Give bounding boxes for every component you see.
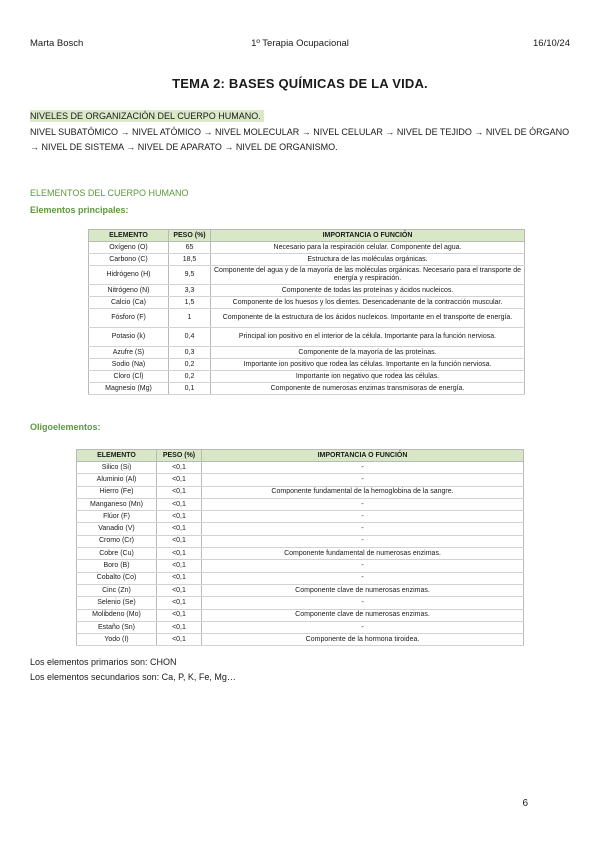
- cell-elemento: Carbono (C): [89, 254, 169, 266]
- table-row: [89, 359, 525, 371]
- table-row: [77, 462, 524, 474]
- cell-elemento: Flúor (F): [77, 511, 157, 523]
- table-row: [89, 285, 525, 297]
- header-author: Marta Bosch: [30, 38, 84, 49]
- cell-peso: 3,3: [169, 285, 211, 297]
- table-row: [77, 597, 524, 609]
- cell-elemento: Cinc (Zn): [77, 584, 157, 596]
- page-number: 6: [522, 798, 528, 809]
- cell-elemento: Oxígeno (O): [89, 242, 169, 254]
- cell-funcion: Componente clave de numerosas enzimas.: [202, 609, 524, 621]
- cell-peso: <0,1: [157, 498, 202, 510]
- cell-elemento: Aluminio (Al): [77, 474, 157, 486]
- cell-funcion: -: [202, 597, 524, 609]
- header-date: 16/10/24: [533, 38, 570, 49]
- cell-funcion: Componente de los huesos y los dientes. Desencadenante de la contracción muscular.: [211, 297, 525, 309]
- cell-peso: <0,1: [157, 511, 202, 523]
- cell-peso: <0,1: [157, 584, 202, 596]
- cell-peso: 9,5: [169, 266, 211, 285]
- table-row: [77, 474, 524, 486]
- principales-table: [88, 229, 525, 395]
- cell-funcion: Componente de la mayoría de las proteínas.: [211, 347, 525, 359]
- table-row: [89, 242, 525, 254]
- table-row: [77, 621, 524, 633]
- cell-funcion: Estructura de las moléculas orgánicas.: [211, 254, 525, 266]
- table-row: [77, 498, 524, 510]
- cell-peso: 65: [169, 242, 211, 254]
- cell-funcion: Componente fundamental de numerosas enzimas.: [202, 548, 524, 560]
- cell-peso: 0,4: [169, 328, 211, 347]
- cell-peso: <0,1: [157, 560, 202, 572]
- oligo-heading: Oligoelementos:: [30, 422, 101, 432]
- col-peso: PESO (%): [169, 230, 211, 242]
- cell-peso: <0,1: [157, 523, 202, 535]
- cell-elemento: Hierro (Fe): [77, 486, 157, 498]
- principales-heading: Elementos principales:: [30, 205, 129, 215]
- table-row: [77, 535, 524, 547]
- cell-funcion: -: [202, 498, 524, 510]
- cell-peso: 0,1: [169, 383, 211, 395]
- cell-elemento: Boro (B): [77, 560, 157, 572]
- cell-funcion: Necesario para la respiración celular. Componente del agua.: [211, 242, 525, 254]
- table-row: [77, 511, 524, 523]
- cell-elemento: Silico (Si): [77, 462, 157, 474]
- cell-elemento: Fósforo (F): [89, 309, 169, 328]
- cell-elemento: Cloro (Cl): [89, 371, 169, 383]
- table-row: [89, 297, 525, 309]
- cell-peso: <0,1: [157, 609, 202, 621]
- cell-peso: 0,2: [169, 359, 211, 371]
- table-row: [89, 328, 525, 347]
- cell-elemento: Magnesio (Mg): [89, 383, 169, 395]
- table-row: [77, 634, 524, 646]
- cell-peso: 1,5: [169, 297, 211, 309]
- cell-funcion: Principal ion positivo en el interior de la célula. Importante para la función nerviosa.: [211, 328, 525, 347]
- cell-elemento: Sodio (Na): [89, 359, 169, 371]
- col-elemento: ELEMENTO: [77, 450, 157, 462]
- table-row: [89, 371, 525, 383]
- col-importancia: IMPORTANCIA O FUNCIÓN: [202, 450, 524, 462]
- cell-funcion: -: [202, 474, 524, 486]
- table-row: [89, 309, 525, 328]
- cell-funcion: -: [202, 523, 524, 535]
- table-row: [77, 560, 524, 572]
- cell-elemento: Estaño (Sn): [77, 621, 157, 633]
- table-row: [77, 584, 524, 596]
- cell-elemento: Molibdeno (Mo): [77, 609, 157, 621]
- cell-peso: 1: [169, 309, 211, 328]
- cell-funcion: -: [202, 572, 524, 584]
- cell-funcion: Importante ion negativo que rodea las células.: [211, 371, 525, 383]
- cell-elemento: Yodo (I): [77, 634, 157, 646]
- table-row: [89, 383, 525, 395]
- cell-peso: <0,1: [157, 462, 202, 474]
- niveles-text: NIVEL SUBATÓMICO → NIVEL ATÓMICO → NIVEL MOLECULAR → NIVEL CELULAR → NIVEL DE TEJIDO → NIVEL DE ÓRGANO → NIVEL DE SISTEMA → NIVEL DE APARATO → NIVEL DE ORGANISMO.: [30, 127, 570, 152]
- cell-funcion: Componente de todas las proteínas y ácidos nucleicos.: [211, 285, 525, 297]
- cell-elemento: Potasio (k): [89, 328, 169, 347]
- cell-elemento: Cromo (Cr): [77, 535, 157, 547]
- cell-peso: <0,1: [157, 597, 202, 609]
- table-row: [89, 347, 525, 359]
- cell-funcion: Componente de la estructura de los ácidos nucleicos. Importante en el transporte de energía.: [211, 309, 525, 328]
- cell-funcion: Componente de la hormona tiroidea.: [202, 634, 524, 646]
- cell-elemento: Calcio (Ca): [89, 297, 169, 309]
- cell-elemento: Vanadio (V): [77, 523, 157, 535]
- page-title: TEMA 2: BASES QUÍMICAS DE LA VIDA.: [172, 76, 428, 91]
- cell-funcion: -: [202, 535, 524, 547]
- table-row: [77, 572, 524, 584]
- cell-peso: <0,1: [157, 572, 202, 584]
- cell-funcion: Componente fundamental de la hemoglobina de la sangre.: [202, 486, 524, 498]
- cell-funcion: -: [202, 621, 524, 633]
- cell-elemento: Manganeso (Mn): [77, 498, 157, 510]
- oligo-header-row: [77, 450, 524, 462]
- cell-elemento: Azufre (S): [89, 347, 169, 359]
- cell-funcion: Componente clave de numerosas enzimas.: [202, 584, 524, 596]
- oligo-table: [76, 449, 524, 646]
- cell-peso: 0,2: [169, 371, 211, 383]
- cell-funcion: -: [202, 560, 524, 572]
- table-row: [77, 523, 524, 535]
- niveles-heading: NIVELES DE ORGANIZACIÓN DEL CUERPO HUMANO.: [30, 110, 264, 122]
- header-course: 1º Terapia Ocupacional: [251, 38, 349, 49]
- table-row: [77, 609, 524, 621]
- cell-peso: <0,1: [157, 474, 202, 486]
- cell-elemento: Cobalto (Co): [77, 572, 157, 584]
- cell-funcion: Componente del agua y de la mayoría de las moléculas orgánicas. Necesario para el transporte de energía y respiración.: [211, 266, 525, 285]
- cell-peso: <0,1: [157, 486, 202, 498]
- cell-elemento: Hidrógeno (H): [89, 266, 169, 285]
- cell-funcion: -: [202, 462, 524, 474]
- cell-funcion: -: [202, 511, 524, 523]
- principales-header-row: [89, 230, 525, 242]
- cell-peso: <0,1: [157, 621, 202, 633]
- secundarios-text: Los elementos secundarios son: Ca, P, K, Fe, Mg…: [30, 672, 236, 682]
- cell-funcion: Importante ion positivo que rodea las células. Importante en la función nerviosa.: [211, 359, 525, 371]
- col-importancia: IMPORTANCIA O FUNCIÓN: [211, 230, 525, 242]
- cell-peso: 0,3: [169, 347, 211, 359]
- cell-funcion: Componente de numerosas enzimas transmisoras de energía.: [211, 383, 525, 395]
- cell-peso: <0,1: [157, 548, 202, 560]
- table-row: [77, 548, 524, 560]
- elementos-heading: ELEMENTOS DEL CUERPO HUMANO: [30, 188, 189, 198]
- col-peso: PESO (%): [157, 450, 202, 462]
- table-row: [89, 266, 525, 285]
- table-row: [77, 486, 524, 498]
- col-elemento: ELEMENTO: [89, 230, 169, 242]
- primarios-text: Los elementos primarios son: CHON: [30, 657, 177, 667]
- cell-peso: <0,1: [157, 535, 202, 547]
- cell-peso: <0,1: [157, 634, 202, 646]
- cell-elemento: Cobre (Cu): [77, 548, 157, 560]
- table-row: [89, 254, 525, 266]
- cell-peso: 18,5: [169, 254, 211, 266]
- cell-elemento: Selenio (Se): [77, 597, 157, 609]
- cell-elemento: Nitrógeno (N): [89, 285, 169, 297]
